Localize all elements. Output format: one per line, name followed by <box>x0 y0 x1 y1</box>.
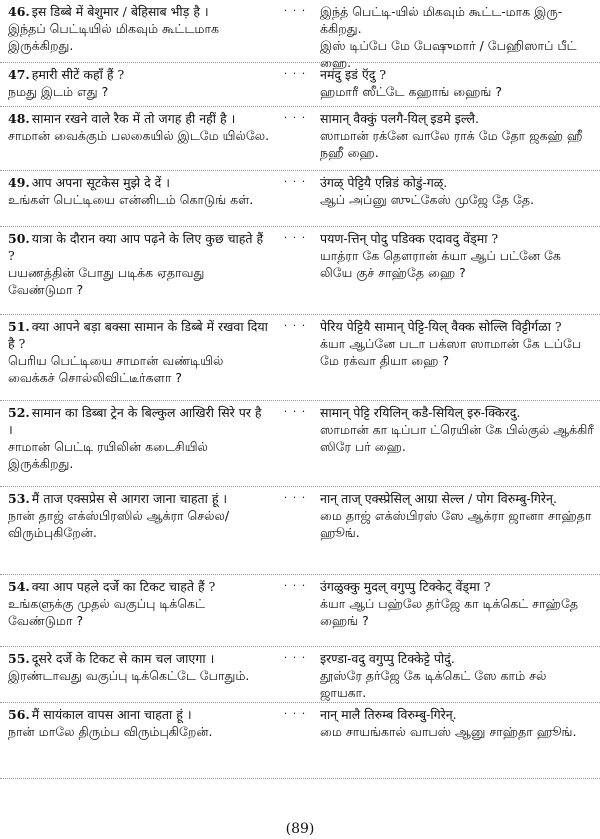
entry-number: 46. <box>8 4 30 19</box>
devanagari-transliteration: இந்த் பெட்டி-யில் மிகவும் கூட்ட-மாக இரு-க்கிறது. <box>320 4 563 36</box>
hindi-text: हमारी सीटें कहाँ हैं ? <box>31 67 125 82</box>
hindi-text: क्या आप पहले दर्जे का टिकट चाहते हैं ? <box>31 579 216 594</box>
tamil-phrase: உங்களுக்கு முதல் வகுப்பு டிக்கெட் வேண்டுமா ? <box>8 596 209 628</box>
source-column <box>0 404 270 472</box>
hindi-text: आप अपना सूटकेस मुझे दे दें । <box>31 175 171 190</box>
devanagari-transliteration: पेरिय पेट्टियै सामान् पेट्टि-यिल् वैक्क सोल्लि विट्टीर्गळा ? <box>320 319 562 334</box>
hindi-text: सामान का डिब्बा ट्रेन के बिल्कुल आखिरी सिरे पर है । <box>8 405 266 437</box>
page-number: (89) <box>285 821 315 837</box>
devanagari-transliteration: नान् ताज् एक्स्प्रेसिल् आग्रा सेल्ल / पोग विरुम्बु-गिरेन्. <box>320 491 557 506</box>
tamil-phrase: பெரிய பெட்டியை சாமான் வண்டியில் வைக்கச் சொல்லிவிட்டீர்களா ? <box>8 353 228 385</box>
hindi-text: मैं ताज एक्सप्रेस से आगरा जाना चाहता हूं । <box>31 491 228 506</box>
dot-leader: · · · <box>283 707 307 720</box>
hindi-text: यात्रा के दौरान क्या आप पढ़ने के लिए कुछ चाहते हैं ? <box>8 231 268 263</box>
tamil-transliteration: ஸாமான் ரக்னே வாலே ராக் மே தோ ஜகஹ் ஹீ நஹீ ஹை. <box>320 128 587 160</box>
transliteration-column <box>320 490 600 541</box>
hindi-phrase <box>8 650 270 667</box>
entry-number: 56. <box>8 707 30 722</box>
hindi-phrase <box>8 318 270 352</box>
dot-leader: · · · <box>283 651 307 664</box>
source-column <box>0 110 270 144</box>
tamil-transliteration: க்யா ஆப் பஹ்லே தர்ஜே கா டிக்கெட் சாஹ்தே ஹைங் ? <box>320 596 582 628</box>
entry-number: 54. <box>8 579 30 594</box>
hindi-text: दूसरे दर्जे के टिकट से काम चल जाएगा । <box>31 651 215 666</box>
tamil-phrase: நான் மாலே திரும்ப விரும்புகிறேன். <box>8 724 213 739</box>
dot-leader: · · · <box>283 175 307 188</box>
transliteration-column <box>320 578 600 629</box>
hindi-phrase <box>8 110 270 127</box>
tamil-phrase: சாமான் பெட்டி ரயிலின் கடைசியில் இருக்கிறது. <box>8 439 212 471</box>
dot-leader: · · · <box>283 579 307 592</box>
devanagari-transliteration: उंगळुक्कु मुदल् वगुप्पु टिक्केट् वेंड्मा ? <box>320 579 491 594</box>
phrase-entry <box>0 401 600 487</box>
entry-number: 50. <box>8 231 30 246</box>
tamil-phrase: சாமான் வைக்கும் பலகையில் இடமே யில்லே. <box>8 128 270 143</box>
transliteration-column <box>320 318 600 369</box>
entry-number: 53. <box>8 491 30 506</box>
source-column <box>0 490 270 541</box>
tamil-phrase: உங்கள் பெட்டியை என்னிடம் கொடுங் கள். <box>8 192 254 207</box>
entry-number: 47. <box>8 67 30 82</box>
transliteration-column <box>320 706 600 740</box>
tamil-transliteration: இஸ் டிப்பே மே பேஷுமார் / பேஹிஸாப் பீட் ஹை. <box>320 38 581 70</box>
tamil-transliteration: மை சாயங்கால் வாபஸ் ஆனு சாஹ்தா ஹூங். <box>320 724 577 739</box>
tamil-phrase: பயணத்தின் போது படிக்க ஏதாவது வேண்டுமா ? <box>8 265 209 297</box>
source-column <box>0 174 270 208</box>
hindi-phrase <box>8 3 270 20</box>
tamil-transliteration: ஆப் அப்னு ஸுட்கேஸ் முஜே தே தே. <box>320 192 535 207</box>
dot-leader: · · · <box>283 4 307 17</box>
hindi-phrase <box>8 230 270 264</box>
source-column <box>0 650 270 684</box>
tamil-transliteration: க்யா ஆப்னே படா பக்ஸா ஸாமான் கே டப்பே மே ரக்வா தியா ஹை ? <box>320 336 586 368</box>
entry-number: 52. <box>8 405 30 420</box>
hindi-text: मैं सायंकाल वापस आना चाहता हूं । <box>31 707 192 722</box>
hindi-phrase <box>8 490 270 507</box>
entry-number: 55. <box>8 651 30 666</box>
dot-leader: · · · <box>283 319 307 332</box>
dot-leader: · · · <box>283 111 307 124</box>
transliteration-column <box>320 3 600 71</box>
hindi-phrase <box>8 706 270 723</box>
source-column <box>0 3 270 54</box>
entry-number: 51. <box>8 319 30 334</box>
dot-leader: · · · <box>283 491 307 504</box>
devanagari-transliteration: उंगळ् पेट्टियै एन्निडं कोडुं-गळ्. <box>320 175 448 190</box>
source-column <box>0 318 270 386</box>
phrase-entry <box>0 0 600 70</box>
hindi-phrase <box>8 174 270 191</box>
hindi-phrase <box>8 404 270 438</box>
hindi-text: इस डिब्बे में बेशुमार / बेहिसाब भीड़ है । <box>31 4 209 19</box>
phrase-entry <box>0 487 600 575</box>
devanagari-transliteration: नमदु इडं ऍदु ? <box>320 67 387 82</box>
phrase-entry <box>0 63 600 107</box>
source-column <box>0 230 270 298</box>
dot-leader: · · · <box>283 231 307 244</box>
devanagari-transliteration: नान् मालै तिरुम्ब विरुम्बु-गिरेन्. <box>320 707 457 722</box>
entry-number: 48. <box>8 111 30 126</box>
tamil-transliteration: தூஸ்ரே தர்ஜே கே டிக்கெட் ஸே காம் சல் ஜாயகா. <box>320 668 551 700</box>
source-column <box>0 706 270 740</box>
source-column <box>0 578 270 629</box>
dot-leader: · · · <box>283 405 307 418</box>
phrase-entry <box>0 227 600 315</box>
phrase-entry <box>0 171 600 227</box>
transliteration-column <box>320 230 600 281</box>
transliteration-column <box>320 404 600 455</box>
transliteration-column <box>320 110 600 161</box>
hindi-text: क्या आपने बड़ा बक्सा सामान के डिब्बे में रखवा दिया है ? <box>8 319 272 351</box>
transliteration-column <box>320 650 600 701</box>
tamil-phrase: இந்தப் பெட்டியில் மிகவும் கூட்டமாக இருக்கிறது. <box>8 21 224 53</box>
tamil-transliteration: ஸாமான் கா டிப்பா ட்ரெயின் கே பில்குல் ஆக்கிரீ ஸிரே பர் ஹை. <box>320 422 598 454</box>
phrase-entry <box>0 703 600 779</box>
hindi-text: सामान रखने वाले रैक में तो जगह ही नहीं है । <box>31 111 236 126</box>
devanagari-transliteration: पयण-त्तिन् पोदु पडिक्क एदावदु वेंड्मा ? <box>320 231 499 246</box>
transliteration-column <box>320 66 600 100</box>
tamil-transliteration: யாத்ரா கே தௌரான் க்யா ஆப் பட்னே கே லியே குச் சாஹ்தே ஹை ? <box>320 248 565 280</box>
devanagari-transliteration: इरण्डा-वदु वगुप्पु टिक्केट्टे पोदुं. <box>320 651 455 666</box>
tamil-phrase: இரண்டாவது வகுப்பு டிக்கெட்டே போதும். <box>8 668 250 683</box>
phrase-entry <box>0 647 600 703</box>
devanagari-transliteration: सामान् वैक्कुं पलगै-यिल् इडमे इल्लै. <box>320 111 479 126</box>
tamil-phrase: நான் தாஜ் எக்ஸ்பிரஸில் ஆக்ரா செல்ல/ விரும்புகிறேன். <box>8 508 234 540</box>
tamil-transliteration: மை தாஜ் எக்ஸ்பிரஸ் ஸே ஆக்ரா ஜானா சாஹ்தா ஹூங். <box>320 508 596 540</box>
phrase-entry <box>0 575 600 647</box>
source-column <box>0 66 270 100</box>
phrase-entry <box>0 315 600 401</box>
phrase-entry <box>0 107 600 171</box>
transliteration-column <box>320 174 600 208</box>
hindi-phrase <box>8 66 270 83</box>
tamil-phrase: நமது இடம் எது ? <box>8 84 109 99</box>
entry-number: 49. <box>8 175 30 190</box>
dot-leader: · · · <box>283 67 307 80</box>
hindi-phrase <box>8 578 270 595</box>
tamil-transliteration: ஹமாரீ ஸீட்டே கஹாங் ஹைங் ? <box>320 84 502 99</box>
devanagari-transliteration: सामान् पेट्टि रयिलिन् कडै-सियिल् इरु-क्किरदु. <box>320 405 521 420</box>
